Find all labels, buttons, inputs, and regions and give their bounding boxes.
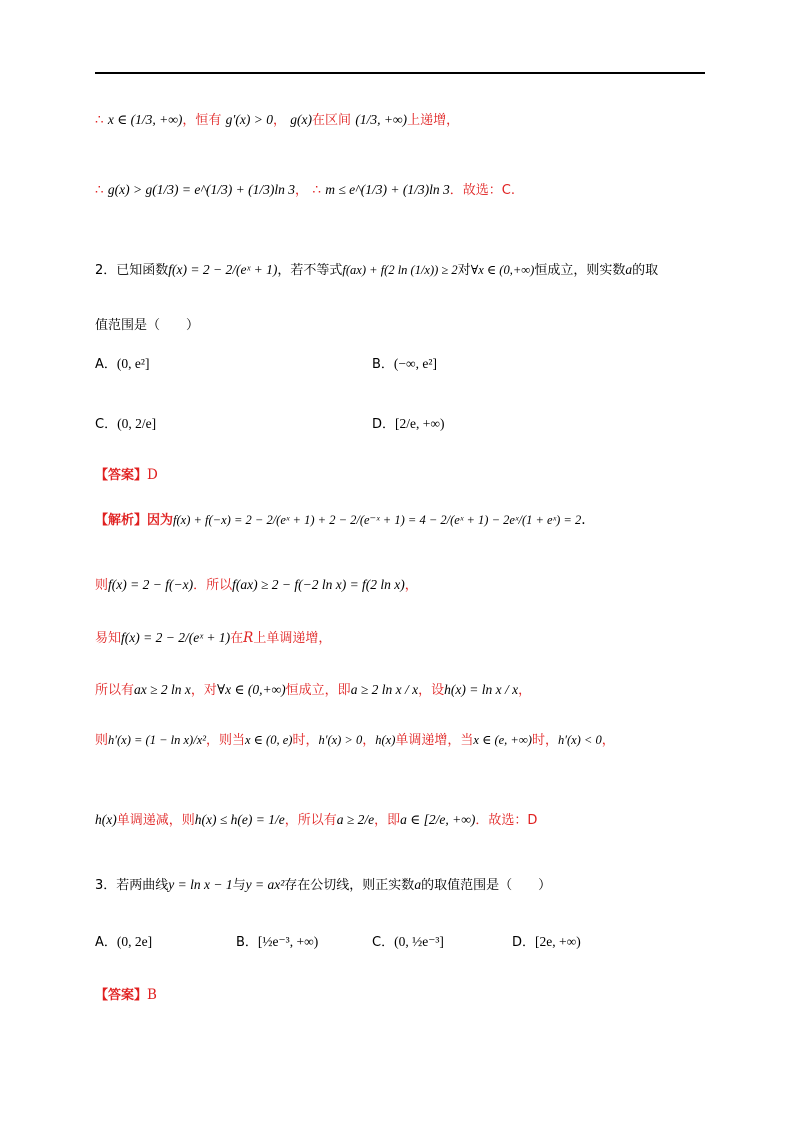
text-fragment: 的取 xyxy=(632,263,659,278)
math-expression: a xyxy=(625,262,633,277)
math-expression: (0, ½e⁻³] xyxy=(394,934,444,949)
math-expression: [2e, +∞) xyxy=(535,934,581,949)
text-fragment: . xyxy=(581,512,586,528)
option-b[interactable] xyxy=(372,354,437,375)
math-expression: h(x) xyxy=(375,733,396,747)
text-fragment: ， xyxy=(601,733,615,748)
text-fragment: ．所以 xyxy=(193,578,233,593)
analysis-line-5 xyxy=(95,730,705,751)
math-expression: g(x) xyxy=(290,112,313,127)
text-fragment: 时， xyxy=(292,733,319,748)
question-2-stem-cont xyxy=(95,316,705,336)
text-fragment: ．故选：C. xyxy=(449,183,515,198)
text-fragment: 所以有 xyxy=(95,683,135,698)
math-expression: h(x) ≤ h(e) = 1/e xyxy=(194,812,285,827)
text-fragment: 对 xyxy=(457,263,471,278)
math-expression: (1/3, +∞) xyxy=(355,112,408,127)
math-expression: y = ax² xyxy=(245,877,285,892)
text-fragment: ， xyxy=(272,113,286,128)
text-fragment: 恒成立，则实数 xyxy=(534,263,626,278)
analysis-line-6 xyxy=(95,810,705,831)
math-expression: (0, 2e] xyxy=(116,934,153,949)
math-expression: ∀x ∈ (0,+∞) xyxy=(216,682,286,697)
text-fragment: 在 xyxy=(230,631,244,646)
math-expression: a ∈ [2/e, +∞) xyxy=(400,812,476,827)
answer-value: D xyxy=(147,467,158,483)
text-fragment: ，设 xyxy=(418,683,445,698)
text-fragment: ，则当 xyxy=(205,733,245,748)
solution-line-2 xyxy=(95,180,705,201)
analysis-label: 【解析】因为 xyxy=(95,513,174,528)
text-fragment: 单调递增，当 xyxy=(395,733,474,748)
answer-value: B xyxy=(147,987,157,1003)
math-expression: ax ≥ 2 ln x xyxy=(134,682,191,697)
therefore-symbol: ∴ xyxy=(95,182,104,198)
text-fragment: ，若不等式 xyxy=(277,263,343,278)
math-expression: f(ax) ≥ 2 − f(−2 ln x) = f(2 ln x) xyxy=(232,577,405,592)
analysis-line-1 xyxy=(95,510,705,531)
text-fragment: 存在公切线，则正实数 xyxy=(284,878,415,893)
header-rule xyxy=(95,72,705,74)
text-fragment: 与 xyxy=(232,878,246,893)
math-expression: y = ln x − 1 xyxy=(168,877,233,892)
math-symbol: R xyxy=(243,630,254,646)
option-label: C． xyxy=(95,417,118,432)
analysis-line-2 xyxy=(95,575,705,596)
math-expression: (−∞, e²] xyxy=(393,356,437,371)
math-expression: x ∈ (0, e) xyxy=(245,733,293,747)
math-expression: [2/e, +∞) xyxy=(395,416,445,431)
math-expression: h′(x) = (1 − ln x)/x² xyxy=(108,733,206,747)
answer-3 xyxy=(95,985,705,1006)
option-label: B． xyxy=(236,935,258,950)
math-expression: m ≤ e^(1/3) + (1/3)ln 3 xyxy=(325,182,450,197)
text-fragment: 的取值范围是（ ） xyxy=(421,878,552,893)
text-fragment: ， xyxy=(295,183,309,198)
option-label: D． xyxy=(372,417,396,432)
option-label: B． xyxy=(372,357,394,372)
text-fragment: ，所以有 xyxy=(284,813,337,828)
text-fragment: 时， xyxy=(531,733,558,748)
math-expression: x ∈ (1/3, +∞) xyxy=(107,112,183,127)
text-fragment: 则 xyxy=(95,578,109,593)
math-expression: f(x) = 2 − 2/(eˣ + 1) xyxy=(121,630,231,645)
math-expression: a ≥ 2/e xyxy=(336,812,375,827)
therefore-symbol: ∴ xyxy=(95,112,104,128)
option-a[interactable] xyxy=(95,354,149,375)
text-fragment: ， xyxy=(404,578,418,593)
math-expression: h′(x) > 0 xyxy=(318,733,363,747)
analysis-line-4 xyxy=(95,680,705,701)
question-3-stem xyxy=(95,875,705,896)
text-fragment: 单调递减，则 xyxy=(116,813,195,828)
text-fragment: ， xyxy=(518,683,532,698)
question-number: 2．已知函数 xyxy=(95,263,169,278)
math-expression: f(ax) + f(2 ln (1/x)) ≥ 2 xyxy=(342,263,458,277)
math-expression: f(x) + f(−x) = 2 − 2/(eˣ + 1) + 2 − 2/(e⁻ˣ + 1) = 4 − 2/(eˣ + 1) − 2eˣ/(1 + eˣ) = 2 xyxy=(173,513,582,527)
math-expression: ∀x ∈ (0,+∞) xyxy=(470,263,535,277)
text-fragment: 值范围是（ ） xyxy=(95,318,200,333)
solution-line-1 xyxy=(95,110,705,131)
math-expression: (0, e²] xyxy=(116,356,150,371)
option-b[interactable] xyxy=(236,932,318,953)
option-c[interactable] xyxy=(372,932,444,953)
option-label: D． xyxy=(512,935,536,950)
answer-label: 【答案】 xyxy=(95,988,148,1003)
math-expression: [½e⁻³, +∞) xyxy=(257,934,319,949)
text-fragment: ， xyxy=(362,733,376,748)
math-expression: f(x) = 2 − f(−x) xyxy=(108,577,194,592)
text-fragment: 在区间 xyxy=(312,113,352,128)
math-expression: h(x) = ln x / x xyxy=(444,682,519,697)
math-expression: a ≥ 2 ln x / x xyxy=(350,682,419,697)
text-fragment: ．故选：D xyxy=(475,813,538,828)
math-expression: (0, 2/e] xyxy=(117,416,157,431)
math-expression: x ∈ (e, +∞) xyxy=(473,733,532,747)
text-fragment: 恒成立，即 xyxy=(285,683,351,698)
text-fragment: ，对 xyxy=(190,683,217,698)
question-number: 3．若两曲线 xyxy=(95,878,169,893)
analysis-line-3 xyxy=(95,628,705,649)
option-d[interactable] xyxy=(512,932,581,953)
text-fragment: ，恒有 xyxy=(182,113,222,128)
math-expression: g′(x) > 0 xyxy=(225,112,273,127)
answer-label: 【答案】 xyxy=(95,468,148,483)
question-2-stem xyxy=(95,260,705,281)
math-expression: a xyxy=(414,877,422,892)
option-a[interactable] xyxy=(95,932,152,953)
text-fragment: 上单调递增， xyxy=(253,631,332,646)
text-fragment: 上递增， xyxy=(407,113,460,128)
text-fragment: 则 xyxy=(95,733,109,748)
math-expression: f(x) = 2 − 2/(eˣ + 1) xyxy=(168,262,278,277)
math-expression: h′(x) < 0 xyxy=(557,733,602,747)
text-fragment: ，即 xyxy=(374,813,401,828)
option-label: C． xyxy=(372,935,395,950)
math-expression: g(x) > g(1/3) = e^(1/3) + (1/3)ln 3 xyxy=(107,182,295,197)
answer-2 xyxy=(95,465,705,486)
therefore-symbol: ∴ xyxy=(312,182,321,198)
option-label: A． xyxy=(95,935,117,950)
option-d[interactable] xyxy=(372,414,445,435)
option-c[interactable] xyxy=(95,414,156,435)
option-label: A． xyxy=(95,357,117,372)
math-expression: h(x) xyxy=(95,812,117,827)
text-fragment: 易知 xyxy=(95,631,122,646)
